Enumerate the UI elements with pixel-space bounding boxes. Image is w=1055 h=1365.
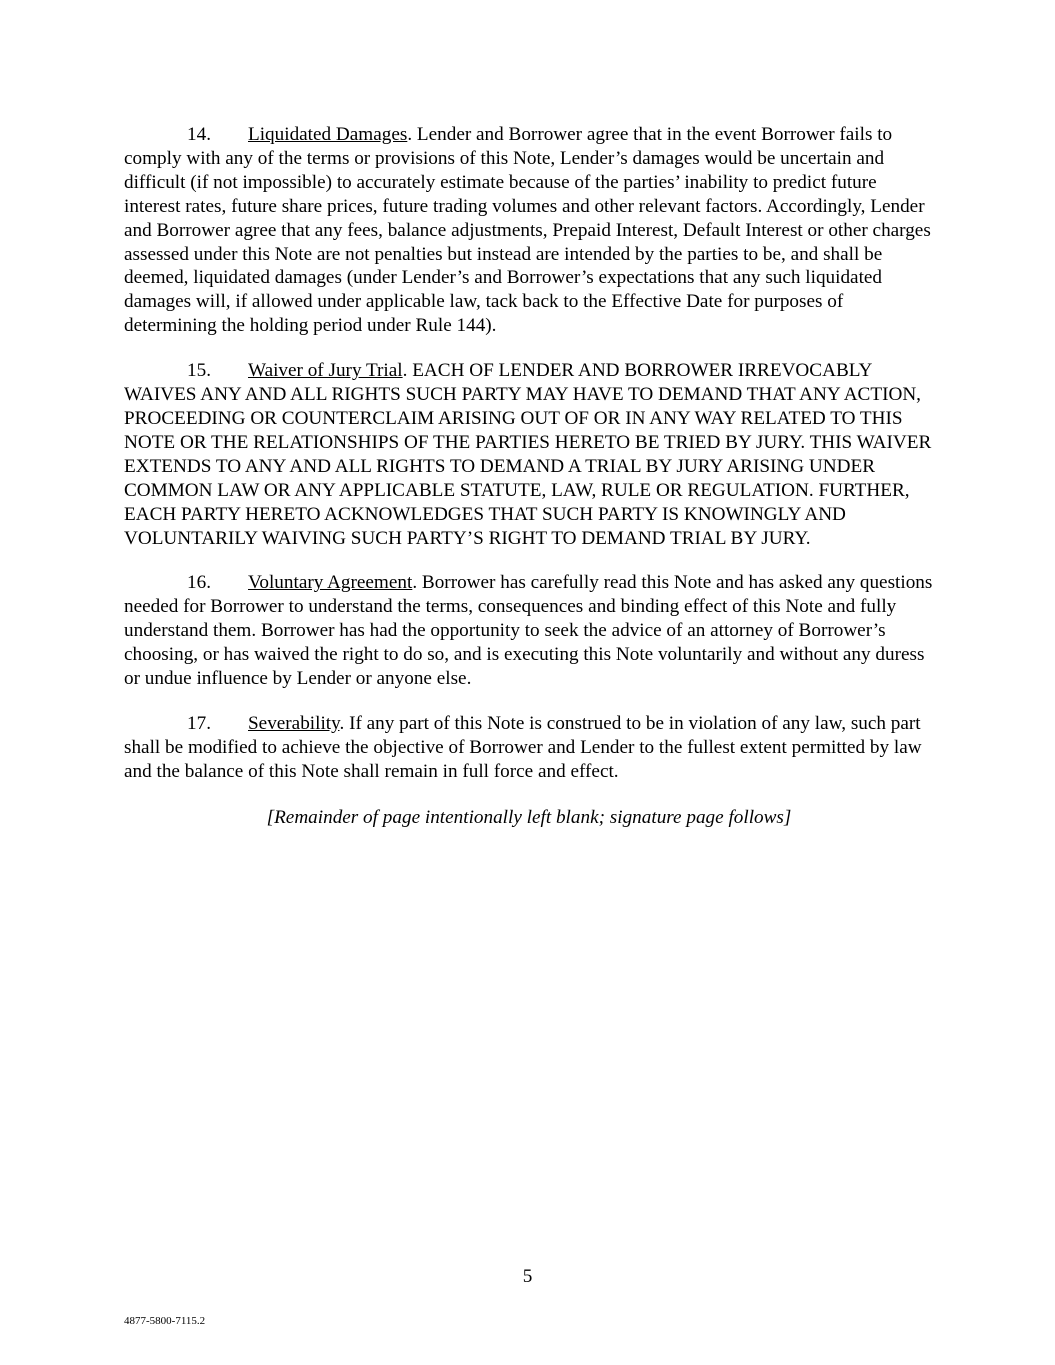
section-body: . EACH OF LENDER AND BORROWER IRREVOCABLY WAIVES ANY AND ALL RIGHTS SUCH PARTY MAY HAVE TO DEMAND THAT ANY ACTION, PROCEEDING OR COUNTERCLAIM ARISING OUT OF OR IN ANY WAY RELATED TO THIS NOTE OR THE RELATIONSHIPS OF THE PARTIES HERETO BE TRIED BY JURY. THIS WAIVER EXTENDS TO ANY AND ALL RIGHTS TO DEMAND A TRIAL BY JURY ARISING UNDER COMMON LAW OR ANY APPLICABLE STATUTE, LAW, RULE OR REGULATION. FURTHER, EACH PARTY HERETO ACKNOWLEDGES THAT SUCH PARTY IS KNOWINGLY AND VOLUNTARILY WAIVING SUCH PARTY’S RIGHT TO DEMAND TRIAL BY JURY. bbox=[124, 360, 932, 549]
section-number: 15. bbox=[187, 360, 211, 382]
document-page bbox=[124, 123, 934, 830]
section-heading: Voluntary Agreement bbox=[248, 572, 413, 594]
section-number: 17. bbox=[187, 712, 211, 734]
section-number: 14. bbox=[187, 124, 211, 145]
remainder-note: [Remainder of page intentionally left blank; signature page follows] bbox=[266, 806, 792, 828]
section-heading: Severability bbox=[248, 712, 340, 734]
section-body: . If any part of this Note is construed to be in violation of any law, such part shall be modified to achieve the objective of Borrower and Lender to the fullest extent permitted by law and the balance of this Note shall remain in full force and effect. bbox=[124, 712, 922, 782]
section-body: . Lender and Borrower agree that in the event Borrower fails to comply with any of the terms or provisions of this Note, Lender’s damages would be uncertain and difficult (if not impossible) to accurately estimate because of the parties’ inability to predict future interest rates, future share prices, future trading volumes and other relevant factors. Accordingly, Lender and Borrower agree that any fees, balance adjustments, Prepaid Interest, Default Interest or other charges assessed under this Note are not penalties but instead are intended by the parties to be, and shall be deemed, liquidated damages (under Lender’s and Borrower’s expectations that any such liquidated damages will, if allowed under applicable law, tack back to the Effective Date for purposes of determining the holding period under Rule 144). bbox=[124, 124, 931, 337]
section-16-paragraph bbox=[124, 571, 934, 691]
section-17-paragraph bbox=[124, 712, 934, 784]
section-number: 16. bbox=[187, 572, 211, 594]
document-id: 4877-5800-7115.2 bbox=[124, 1315, 206, 1327]
page-number: 5 bbox=[522, 1266, 533, 1287]
section-15-paragraph bbox=[124, 359, 934, 550]
section-body: . Borrower has carefully read this Note and has asked any questions needed for Borrower to understand the terms, consequences and binding effect of this Note and fully understand them. Borrower has had the opportunity to seek the advice of an attorney of Borrower’s choosing, or has waived the right to do so, and is executing this Note voluntarily and without any duress or undue influence by Lender or anyone else. bbox=[124, 572, 933, 690]
section-14-paragraph bbox=[124, 123, 934, 338]
section-heading: Liquidated Damages bbox=[248, 124, 408, 145]
section-heading: Waiver of Jury Trial bbox=[248, 360, 403, 382]
